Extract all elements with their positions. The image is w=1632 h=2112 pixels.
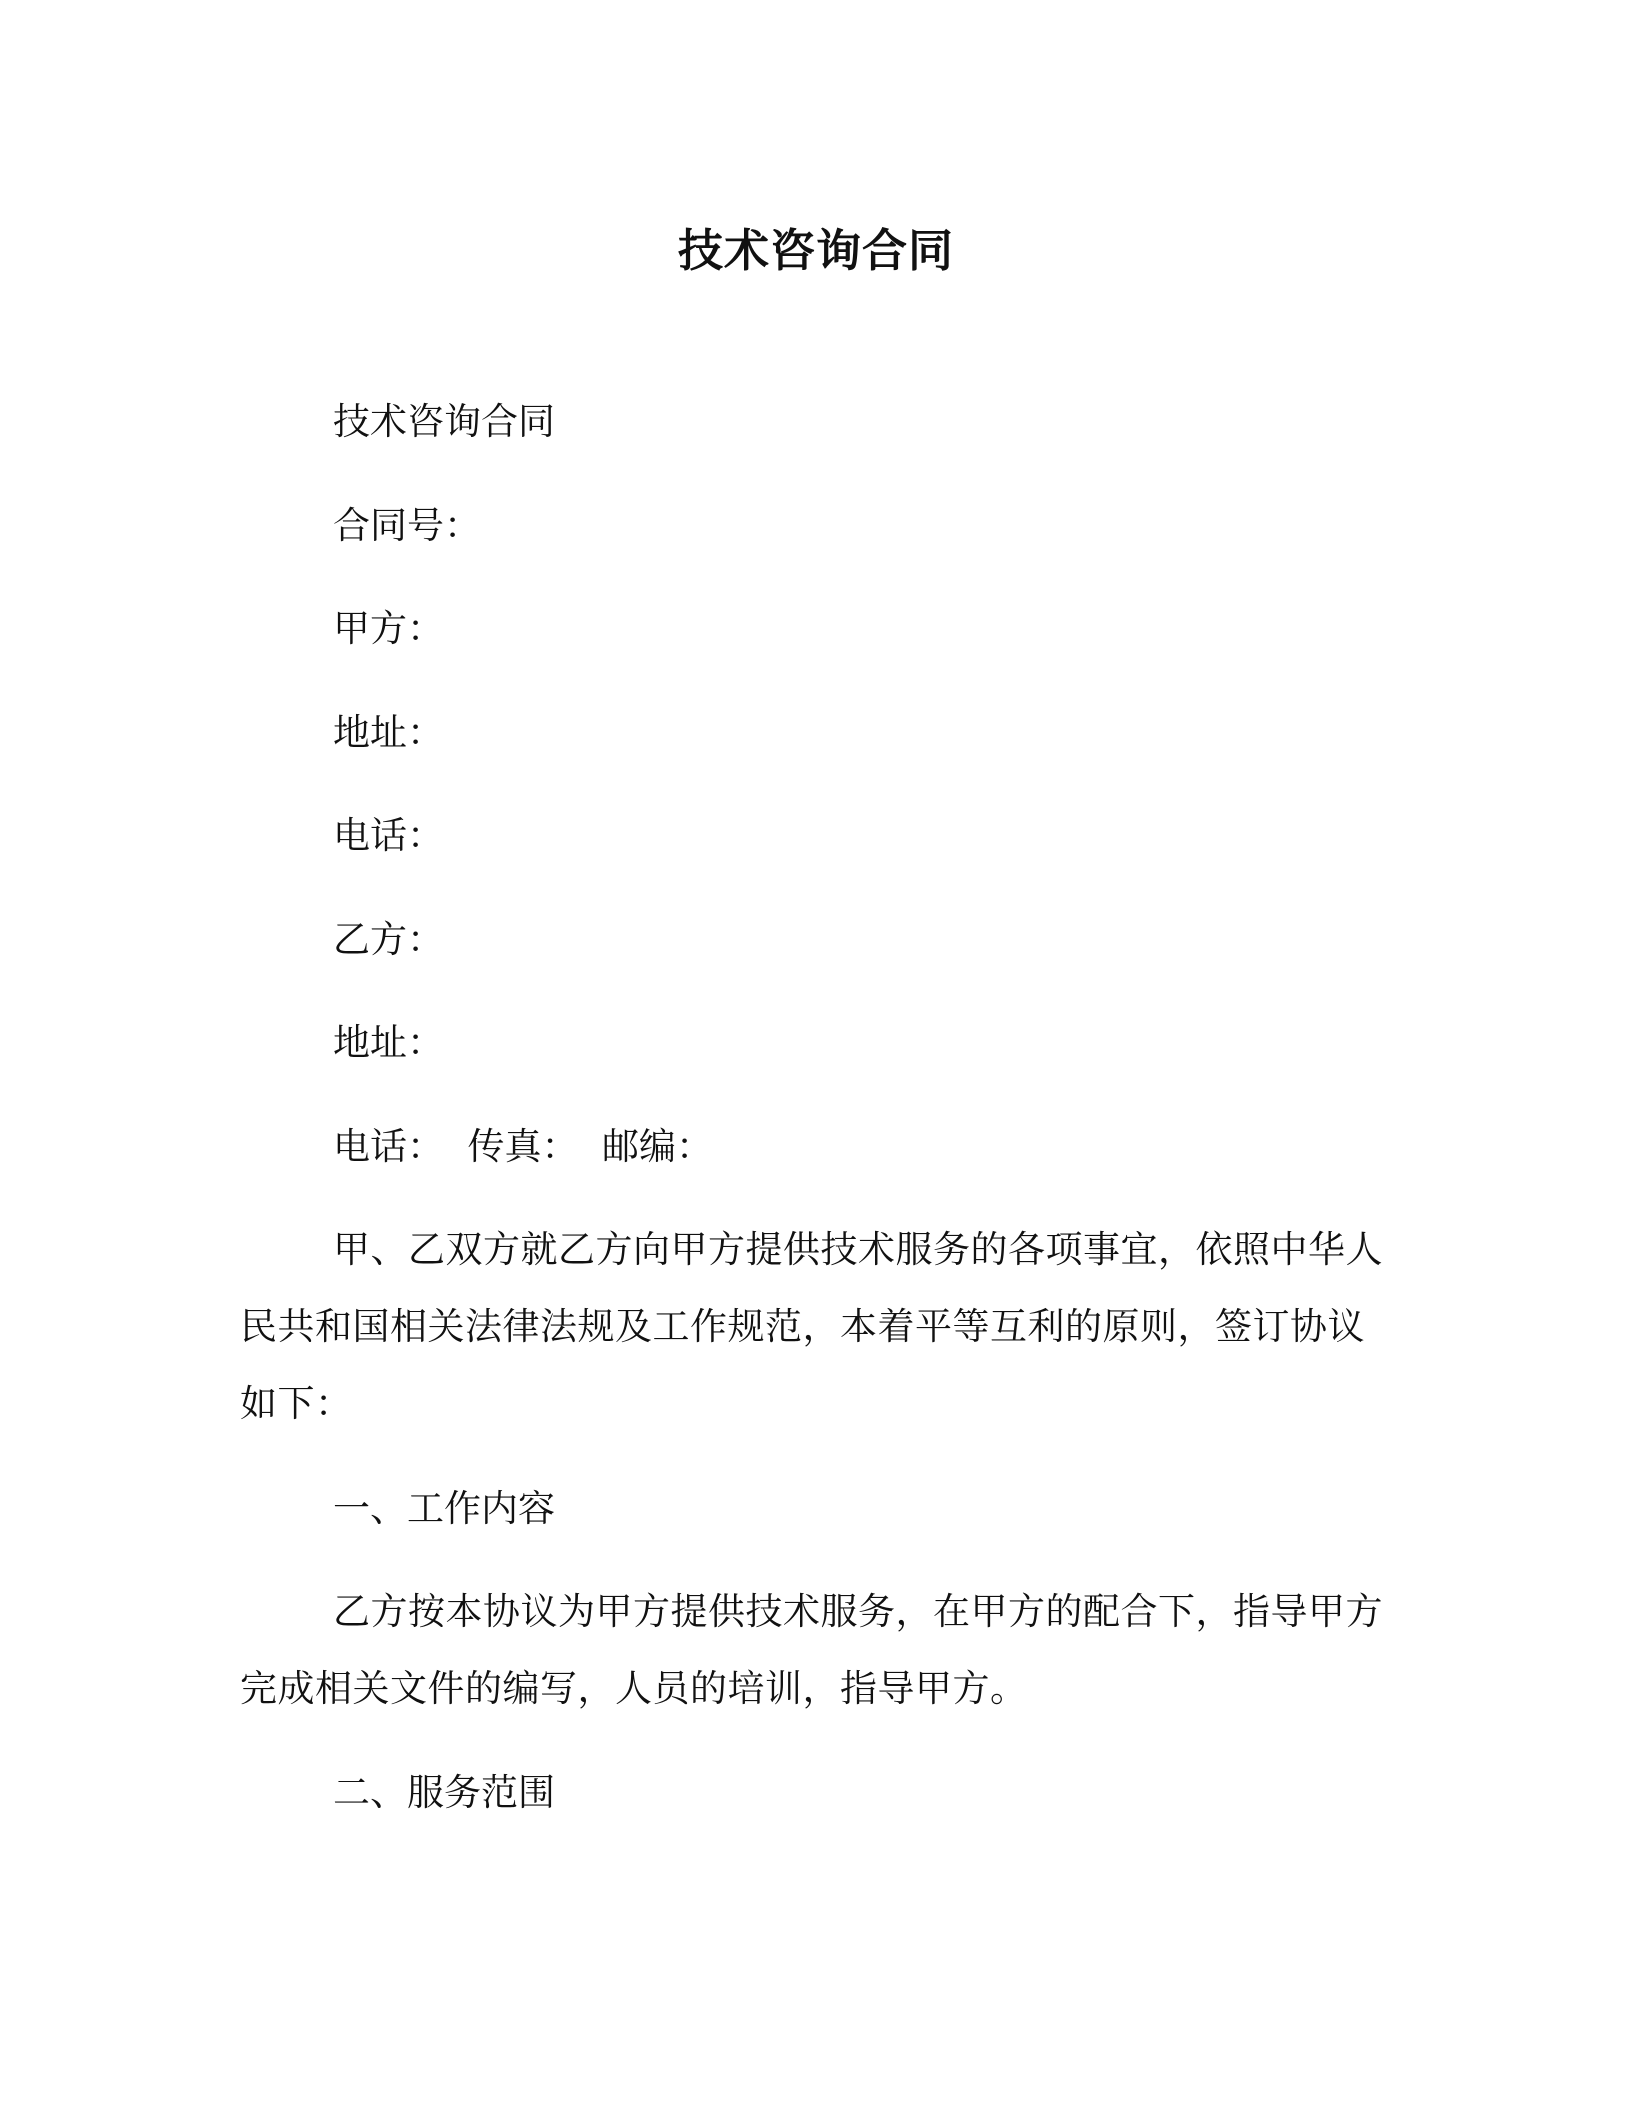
field-party-a-address: 地址： (333, 711, 444, 754)
section-body-1: 乙方按本协议为甲方提供技术服务，在甲方的配合下，指导甲方完成相关文件的编写，人员的培训，指导甲方。 (240, 1590, 1383, 1710)
field-party-a-phone: 电话： (333, 814, 444, 857)
field-contract-no: 合同号： (333, 504, 481, 547)
document-subtitle: 技术咨询合同 (333, 400, 555, 443)
section-heading-2: 二、服务范围 (333, 1771, 555, 1814)
field-party-a: 甲方： (333, 607, 444, 650)
field-party-b: 乙方： (333, 918, 444, 961)
document-title: 技术咨询合同 (677, 224, 954, 277)
section-heading-1: 一、工作内容 (333, 1487, 555, 1530)
field-party-b-address: 地址： (333, 1021, 444, 1064)
field-party-b-contacts: 电话： 传真： 邮编： (333, 1125, 714, 1168)
preamble-paragraph: 甲、乙双方就乙方向甲方提供技术服务的各项事宜，依照中华人民共和国相关法律法规及工作规范，本着平等互利的原则，签订协议如下： (240, 1228, 1383, 1425)
